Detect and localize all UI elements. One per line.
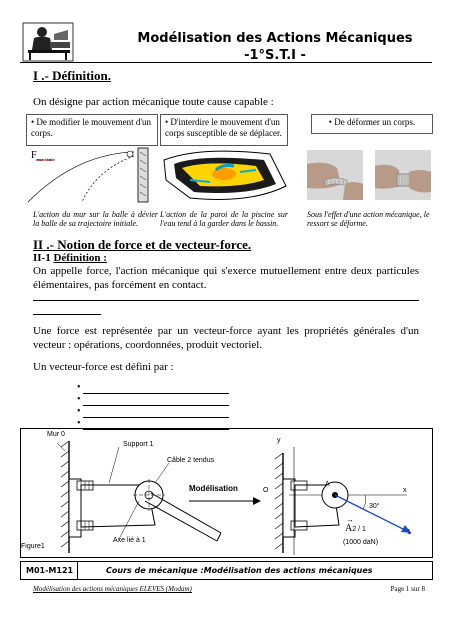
force-subscript: mur / balle <box>36 157 56 162</box>
box-prevent-motion: • D'interdire le mouvement d'un corps susceptible de se déplacer. <box>160 114 288 146</box>
list-item: • <box>77 382 229 394</box>
label-mur: Mur 0 <box>47 431 65 438</box>
force-label: $F_{mur / balle}$ <box>31 150 56 162</box>
label-axe: Axe lié à 1 <box>113 537 146 544</box>
footer-meta <box>33 585 425 593</box>
footer-filename: Modélisation des actions mécaniques ELEVES (Modam) <box>33 585 192 593</box>
label-x: x <box>403 487 407 494</box>
bullet-list <box>77 382 229 430</box>
section2-heading: II .- Notion de force et de vecteur-force. <box>33 237 252 252</box>
label-angle: 30° <box>369 503 380 510</box>
defined-by-text: Un vecteur-force est défini par : <box>33 361 174 373</box>
spring-photo-1 <box>307 150 363 200</box>
box-text: D'interdire le mouvement d'un corps susceptible de se déplacer. <box>165 117 282 138</box>
caption-spring: Sous l'effet d'une action mécanique, le ressort se déforme. <box>307 210 430 228</box>
footer-separator <box>77 562 78 579</box>
header-title-block <box>110 30 440 64</box>
spring-photo-2 <box>375 150 431 200</box>
label-figure: Figure1 <box>21 543 45 550</box>
label-end: 1 <box>407 529 411 536</box>
footer-title: Cours de mécanique :Modélisation des actions mécaniques <box>106 566 373 575</box>
section1-intro: On désigne par action mécanique toute cause capable : <box>33 96 274 108</box>
label-a: A <box>325 481 330 488</box>
list-item: • <box>77 406 229 418</box>
definition-text: On appelle force, l'action mécanique qui s'exerce mutuellement entre deux particules élémentaires, pas forcément en contact. <box>33 265 419 291</box>
subsection-label: Définition : <box>53 252 107 264</box>
label-origin: O <box>263 487 269 494</box>
section1-heading: I .- Définition. <box>33 68 111 83</box>
box-text: De déformer un corps. <box>334 117 416 127</box>
answer-line-2 <box>33 314 101 315</box>
header-logo <box>22 22 74 62</box>
pool-illustration <box>160 146 288 204</box>
answer-line-1 <box>33 300 419 301</box>
box-modify-motion: • De modifier le mouvement d'un corps. <box>26 114 158 146</box>
page-subtitle: -1°S.T.I - <box>244 48 306 63</box>
box-text: De modifier le mouvement d'un corps. <box>31 117 151 138</box>
box-deform: • De déformer un corps. <box>311 114 433 134</box>
caption-pool: L'action de la paroi de la piscine sur l'eau tend à la garder dans le bassin. <box>160 210 288 228</box>
label-cable: Câble 2 tendus <box>167 457 215 464</box>
subsection-heading: II-1 Définition : <box>33 252 107 264</box>
representation-text: Une force est représentée par un vecteur-force ayant les propriétés générales d'un vecteur : opérations, coordonnées, produit vectoriel. <box>33 325 419 351</box>
caption-ball: L'action du mur sur la balle à dévier la balle de sa trajectoire initiale. <box>33 210 158 228</box>
footer-page: Page 1 sur 8 <box>390 585 425 593</box>
label-support: Support 1 <box>123 441 154 448</box>
mechanism-drawing <box>21 429 432 557</box>
label-magnitude: (1000 daN) <box>343 539 379 546</box>
label-modelisation: Modélisation <box>189 484 238 493</box>
figure-1 <box>20 428 433 558</box>
label-y: y <box>277 437 281 444</box>
label-vector: → A2 / 1 <box>345 515 366 534</box>
header-divider <box>20 62 432 63</box>
footer-code: M01-M121 <box>26 566 74 575</box>
list-item: • <box>77 418 229 430</box>
list-item: • <box>77 394 229 406</box>
footer-bar <box>20 561 433 580</box>
page-title: Modélisation des Actions Mécaniques <box>137 31 413 46</box>
